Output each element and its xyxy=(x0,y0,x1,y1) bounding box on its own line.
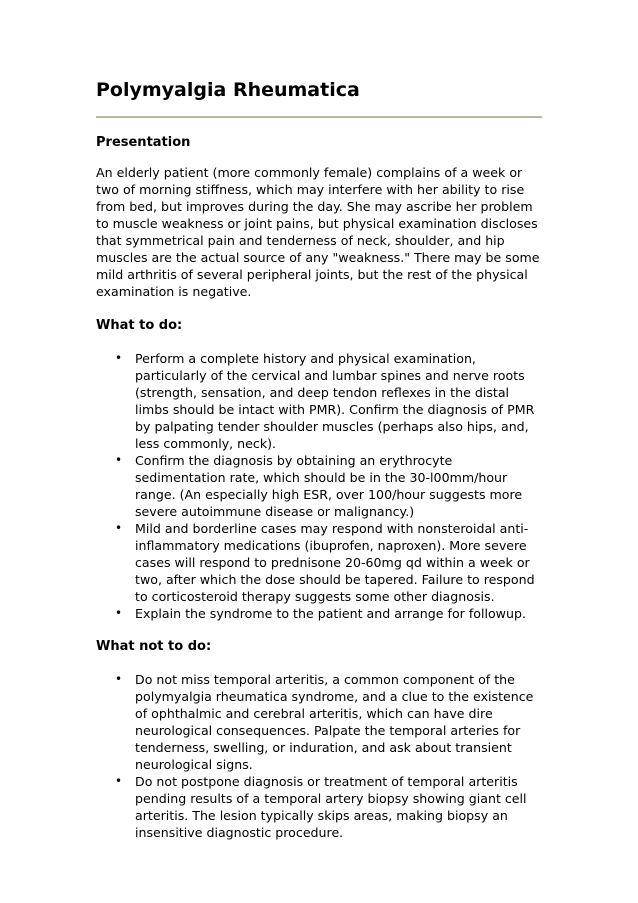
bullet-icon: • xyxy=(115,453,123,467)
title-divider xyxy=(96,116,542,118)
list-item-text: Explain the syndrome to the patient and arrange for followup. xyxy=(135,606,526,621)
presentation-heading: Presentation xyxy=(96,135,191,150)
list-item xyxy=(96,605,545,622)
what-to-do-list xyxy=(96,350,544,622)
document-page xyxy=(96,76,544,841)
list-item xyxy=(96,452,545,520)
what-to-do-heading: What to do: xyxy=(96,318,183,333)
what-not-to-do-list xyxy=(96,671,544,841)
what-not-to-do-heading: What not to do: xyxy=(96,639,212,654)
bullet-icon: • xyxy=(115,351,123,365)
list-item-text: Perform a complete history and physical examination, particularly of the cervical and lumbar spines and nerve roots (strength, sensation, and deep tendon reflexes in the distal limbs should be intact with PMR). Confirm the diagnosis of PMR by palpating tender shoulder muscles (perhaps also hips, and, less commonly, neck). xyxy=(135,351,535,451)
list-item xyxy=(96,671,545,773)
bullet-icon: • xyxy=(115,774,123,788)
bullet-icon: • xyxy=(115,606,123,620)
bullet-icon: • xyxy=(115,521,123,535)
page-title: Polymyalgia Rheumatica xyxy=(96,79,360,101)
list-item-text: Mild and borderline cases may respond with nonsteroidal anti-inflammatory medications (ibuprofen, naproxen). More severe cases will respond to prednisone 20-60mg qd within a week or two, after which the dose should be tapered. Failure to respond to corticosteroid therapy suggests some other diagnosis. xyxy=(135,521,535,604)
list-item xyxy=(96,773,545,841)
list-item xyxy=(96,350,545,452)
list-item-text: Do not miss temporal arteritis, a common component of the polymyalgia rheumatica syndrome, and a clue to the existence of ophthalmic and cerebral arteritis, which can have dire neurological consequences. Palpate the temporal arteries for tenderness, swelling, or induration, and ask about transient neurological signs. xyxy=(135,672,534,772)
list-item-text: Confirm the diagnosis by obtaining an erythrocyte sedimentation rate, which should be in the 30-l00mm/hour range. (An especially high ESR, over 100/hour suggests more severe autoimmune disease or malignancy.) xyxy=(135,453,523,519)
bullet-icon: • xyxy=(115,672,123,686)
list-item-text: Do not postpone diagnosis or treatment of temporal arteritis pending results of a temporal artery biopsy showing giant cell arteritis. The lesion typically skips areas, making biopsy an insensitive diagnostic procedure. xyxy=(135,774,527,840)
list-item xyxy=(96,520,545,605)
presentation-paragraph: An elderly patient (more commonly female) complains of a week or two of morning stiffness, which may interfere with her ability to rise from bed, but improves during the day. She may ascribe her problem to muscle weakness or joint pains, but physical examination discloses that symmetrical pain and tenderness of neck, shoulder, and hip muscles are the actual source of any "weakness." There may be some mild arthritis of several peripheral joints, but the rest of the physical examination is negative. xyxy=(96,165,540,299)
